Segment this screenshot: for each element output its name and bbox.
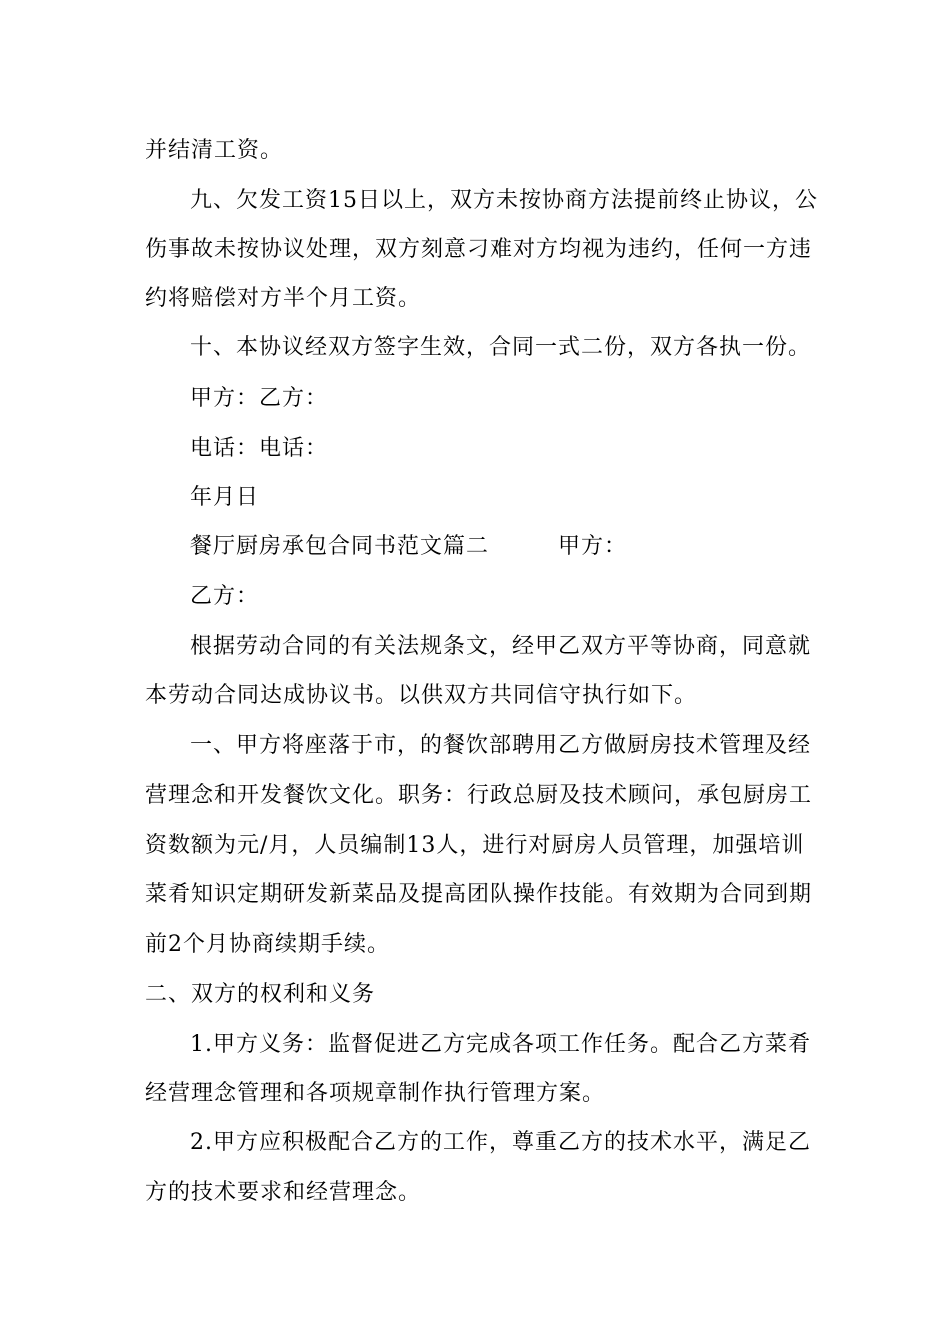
text-line: 并结清工资。 xyxy=(145,138,284,163)
text-line: 菜肴知识定期研发新菜品及提高团队操作技能。有效期为合同到期 xyxy=(145,882,813,907)
text-line: 方的技术要求和经营理念。 xyxy=(145,1180,422,1205)
text-line: 乙方： xyxy=(190,584,260,609)
text-line: 经营理念管理和各项规章制作执行管理方案。 xyxy=(145,1081,606,1106)
text-line: 年月日 xyxy=(190,485,260,510)
text-line: 营理念和开发餐饮文化。职务：行政总厨及技术顾问，承包厨房工 xyxy=(145,783,813,808)
section-title: 餐厅厨房承包合同书范文篇二 甲方： xyxy=(190,534,628,559)
text-line: 2.甲方应积极配合乙方的工作，尊重乙方的技术水平，满足乙 xyxy=(190,1130,811,1155)
text-line: 前2个月协商续期手续。 xyxy=(145,932,390,957)
text-line: 1.甲方义务：监督促进乙方完成各项工作任务。配合乙方菜肴 xyxy=(190,1032,811,1057)
text-line: 约将赔偿对方半个月工资。 xyxy=(145,286,422,311)
text-line: 资数额为元/月，人员编制13人，进行对厨房人员管理，加强培训 xyxy=(145,833,805,858)
text-line: 电话：电话： xyxy=(190,436,329,461)
text-line: 十、本协议经双方签字生效，合同一式二份，双方各执一份。 xyxy=(190,335,812,360)
text-line: 一、甲方将座落于市，的餐饮部聘用乙方做厨房技术管理及经 xyxy=(190,733,812,758)
text-line: 九、欠发工资15日以上，双方未按协商方法提前终止协议，公 xyxy=(190,188,818,213)
text-line: 根据劳动合同的有关法规条文，经甲乙双方平等协商，同意就 xyxy=(190,634,812,659)
text-line: 伤事故未按协议处理，双方刻意刁难对方均视为违约，任何一方违 xyxy=(145,237,813,262)
text-line: 二、双方的权利和义务 xyxy=(145,982,376,1007)
text-line: 本劳动合同达成协议书。以供双方共同信守执行如下。 xyxy=(145,683,698,708)
text-line: 甲方：乙方： xyxy=(190,386,329,411)
